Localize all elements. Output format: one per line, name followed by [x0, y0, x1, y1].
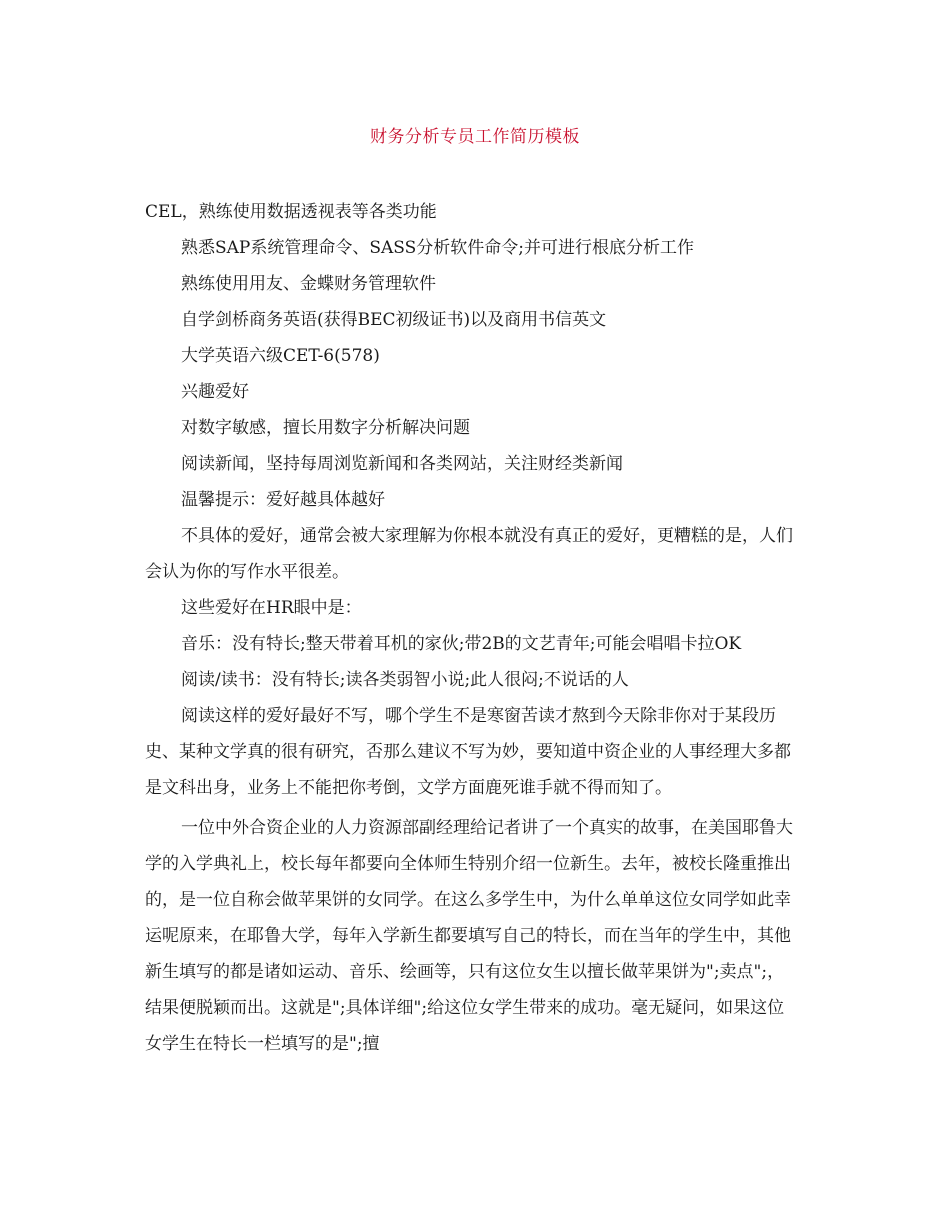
paragraph-skill-cet6: 大学英语六级CET-6(578)	[181, 346, 380, 366]
document-body	[145, 194, 800, 1062]
paragraph-music: 音乐：没有特长;整天带着耳机的家伙;带2B的文艺青年;可能会唱唱卡拉OK	[181, 634, 742, 654]
paragraph-hr-view: 这些爱好在HR眼中是：	[181, 598, 362, 618]
paragraph-reading: 阅读/读书：没有特长;读各类弱智小说;此人很闷;不说话的人	[181, 670, 629, 690]
paragraph-skill-finance-software: 熟练使用用友、金蝶财务管理软件	[181, 274, 436, 294]
paragraph-skill-bec: 自学剑桥商务英语(获得BEC初级证书)以及商用书信英文	[181, 310, 607, 330]
paragraph-tip-explanation: 不具体的爱好，通常会被大家理解为你根本就没有真正的爱好，更糟糕的是，人们会认为你的写作水平很差。	[145, 526, 793, 582]
document-title: 财务分析专员工作简历模板	[370, 127, 580, 147]
paragraph-hobby-numbers: 对数字敏感，擅长用数字分析解决问题	[181, 418, 470, 438]
paragraph-skill-sap: 熟悉SAP系统管理命令、SASS分析软件命令;并可进行根底分析工作	[181, 238, 695, 258]
paragraph-hobby-news: 阅读新闻，坚持每周浏览新闻和各类网站，关注财经类新闻	[181, 454, 623, 474]
paragraph-yale-story: 一位中外合资企业的人力资源部副经理给记者讲了一个真实的故事，在美国耶鲁大学的入学典礼上，校长每年都要向全体师生特别介绍一位新生。去年，被校长隆重推出的，是一位自称会做苹果饼的女同学。在这么多学生中，为什么单单这位女同学如此幸运呢原来，在耶鲁大学，每年入学新生都要填写自己的特长，而在当年的学生中，其他新生填写的都是诸如运动、音乐、绘画等，只有这位女生以擅长做苹果饼为";卖点";，结果便脱颖而出。这就是";具体详细";给这位女学生带来的成功。毫无疑问，如果这位女学生在特长一栏填写的是";擅	[145, 818, 793, 1054]
section-heading-hobbies: 兴趣爱好	[181, 382, 249, 402]
paragraph-reading-advice: 阅读这样的爱好最好不写，哪个学生不是寒窗苦读才熬到今天除非你对于某段历史、某种文学真的很有研究，否那么建议不写为妙，要知道中资企业的人事经理大多都是文科出身，业务上不能把你考倒，文学方面鹿死谁手就不得而知了。	[145, 706, 791, 798]
paragraph-skill-excel: CEL，熟练使用数据透视表等各类功能	[145, 202, 437, 222]
paragraph-tip: 温馨提示：爱好越具体越好	[181, 490, 385, 510]
